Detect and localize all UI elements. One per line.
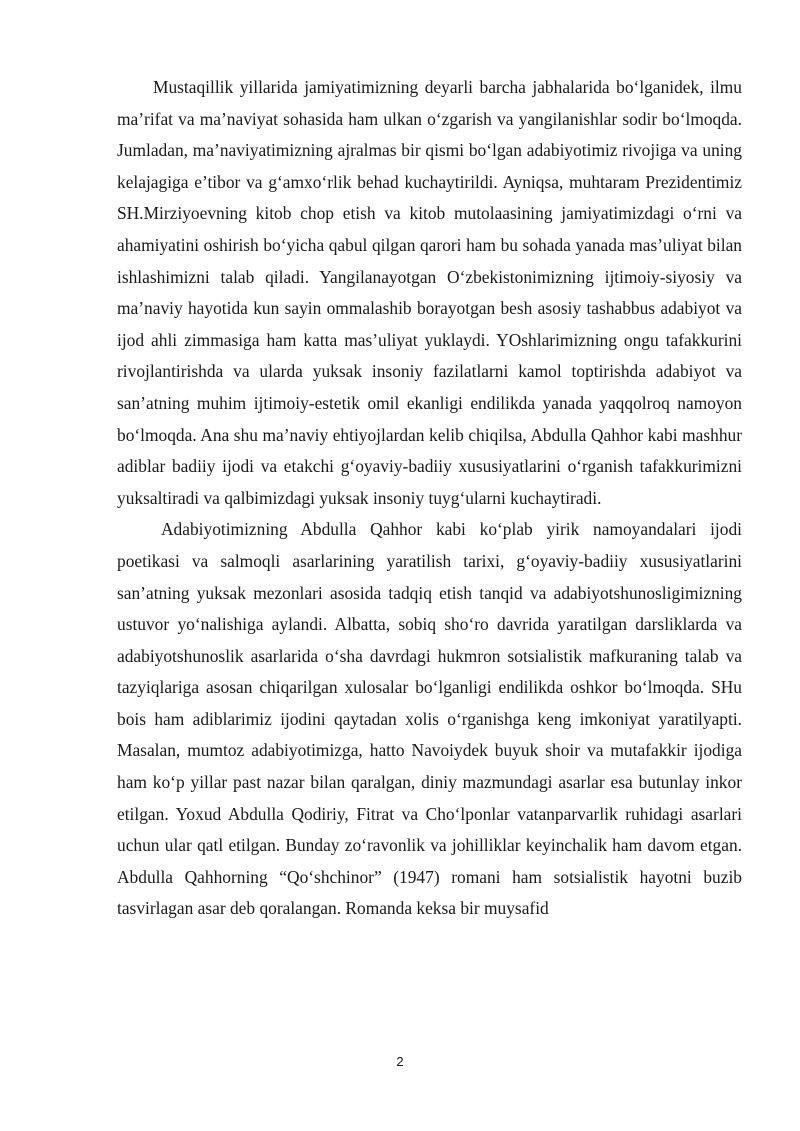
body-text <box>117 72 742 925</box>
paragraph-2: Adabiyotimizning Abdulla Qahhor kabi ko‘plab yirik namoyandalari ijodi poetikasi va salmoqli asarlarining yaratilish tarixi, g‘oyaviy-badiiy xususiyatlarini san’atning yuksak mezonlari asosida tadqiq etish tanqid va adabiyotshunosligimizning ustuvor yo‘nalishiga aylandi. Albatta, sobiq sho‘ro davrida yaratilgan darsliklarda va adabiyotshunoslik asarlarida o‘sha davrdagi hukmron sotsialistik mafkuraning talab va tazyiqlariga asosan chiqarilgan xulosalar bo‘lganligi endilikda oshkor bo‘lmoqda. SHu bois ham adiblarimiz ijodini qaytadan xolis o‘rganishga keng imkoniyat yaratilyapti. Masalan, mumtoz adabiyotimizga, hatto Navoiydek buyuk shoir va mutafakkir ijodiga ham ko‘p yillar past nazar bilan qaralgan, diniy mazmundagi asarlar esa butunlay inkor etilgan. Yoxud Abdulla Qodiriy, Fitrat va Cho‘lponlar vatanparvarlik ruhidagi asarlari uchun ular qatl etilgan. Bunday zo‘ravonlik va johilliklar keyinchalik ham davom etgan. Abdulla Qahhorning “Qo‘shchinor” (1947) romani ham sotsialistik hayotni buzib tasvirlagan asar deb qoralangan. Romanda keksa bir muysafid <box>117 519 742 919</box>
paragraph-1: Mustaqillik yillarida jamiyatimizning deyarli barcha jabhalarida bo‘lganidek, ilmu ma’rifat va ma’naviyat sohasida ham ulkan o‘zgarish va yangilanishlar sodir bo‘lmoqda. Jumladan, ma’naviyatimizning ajralmas bir qismi bo‘lgan adabiyotimiz rivojiga va uning kelajagiga e’tibor va g‘amxo‘rlik behad kuchaytirildi. Ayniqsa, muhtaram Prezidentimiz SH.Mirziyoevning kitob chop etish va kitob mutolaasining jamiyatimizdagi o‘rni va ahamiyatini oshirish bo‘yicha qabul qilgan qarori ham bu sohada yanada mas’uliyat bilan ishlashimizni talab qiladi. Yangilanayotgan O‘zbekistonimizning ijtimoiy-siyosiy va ma’naviy hayotida kun sayin ommalashib borayotgan besh asosiy tashabbus adabiyot va ijod ahli zimmasiga ham katta mas’uliyat yuklaydi. YOshlarimizning ongu tafakkurini rivojlantirishda va ularda yuksak insoniy fazilatlarni kamol toptirishda adabiyot va san’atning muhim ijtimoiy-estetik omil ekanligi endilikda yanada yaqqolroq namoyon bo‘lmoqda. Ana shu ma’naviy ehtiyojlardan kelib chiqilsa, Abdulla Qahhor kabi mashhur adiblar badiiy ijodi va etakchi g‘oyaviy-badiiy xususiyatlarini o‘rganish tafakkurimizni yuksaltiradi va qalbimizdagi yuksak insoniy tuyg‘ularni kuchaytiradi. <box>117 77 742 508</box>
page-number: 2 <box>396 1054 404 1069</box>
